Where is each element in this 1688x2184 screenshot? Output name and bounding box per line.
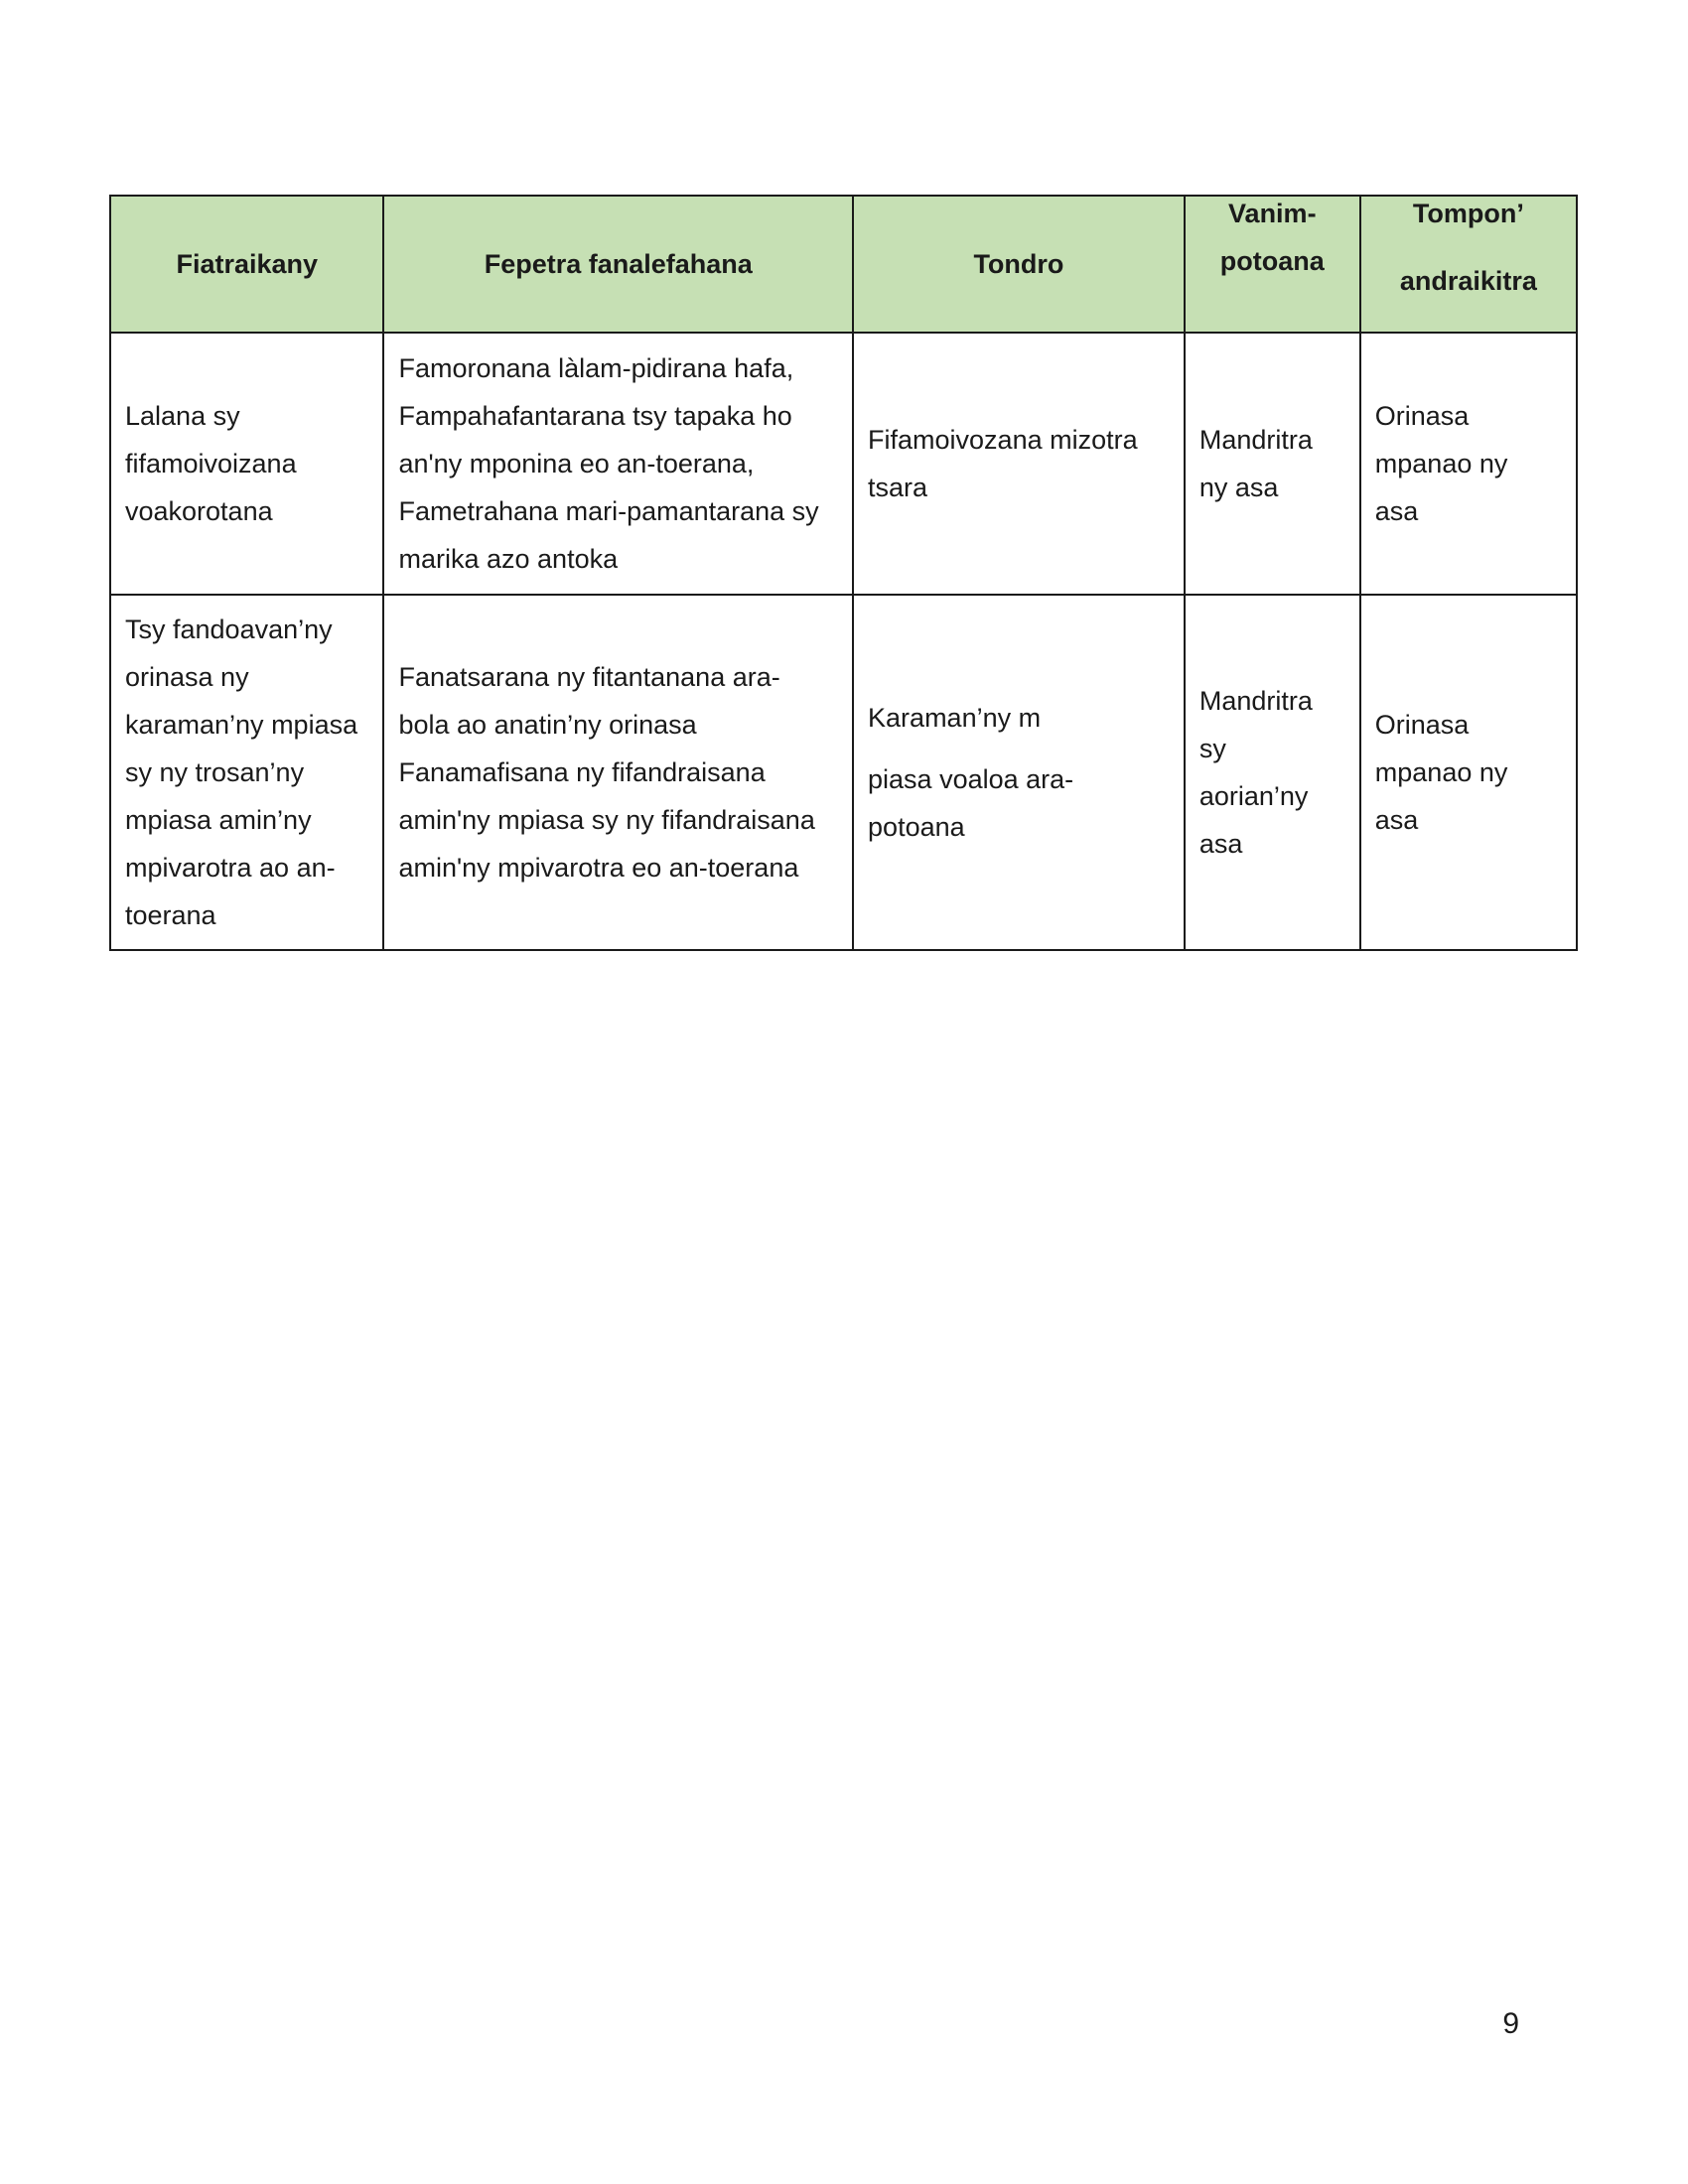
cell-tompon-andraikitra: Orinasa mpanao ny asa [1360,595,1577,950]
cell-fepetra: Fanatsarana ny fitantanana ara- bola ao anatin’ny orinasa Fanamafisana ny fifandraisana amin'ny mpiasa sy ny fifandraisana amin'ny mpivarotra eo an-toerana [383,595,853,950]
table-row [110,333,1577,595]
header-tompon-andraikitra: Tompon’ andraikitra [1360,196,1577,333]
header-fiatraikany: Fiatraikany [110,196,383,333]
cell-fepetra: Famoronana làlam-pidirana hafa, Fampahafantarana tsy tapaka ho an'ny mponina eo an-toerana, Fametrahana mari-pamantarana sy marika azo antoka [383,333,853,595]
cell-vanim-potoana: Mandritra sy aorian’ny asa [1185,595,1360,950]
header-tondro: Tondro [853,196,1185,333]
page-number: 9 [1502,2007,1519,2040]
cell-fiatraikany: Tsy fandoavan’ny orinasa ny karaman’ny mpiasa sy ny trosan’ny mpiasa amin’ny mpivarotra ao an- toerana [110,595,383,950]
header-vanim-potoana: Vanim- potoana [1185,196,1360,333]
cell-fiatraikany: Lalana sy fifamoivoizana voakorotana [110,333,383,595]
header-fepetra-fanalefahana: Fepetra fanalefahana [383,196,853,333]
mitigation-table [109,195,1578,951]
table-header-row [110,196,1577,333]
cell-vanim-potoana: Mandritra ny asa [1185,333,1360,595]
table-row [110,595,1577,950]
cell-tondro: Fifamoivozana mizotra tsara [853,333,1185,595]
cell-tondro: Karaman’ny m piasa voaloa ara- potoana [853,595,1185,950]
cell-tompon-andraikitra: Orinasa mpanao ny asa [1360,333,1577,595]
